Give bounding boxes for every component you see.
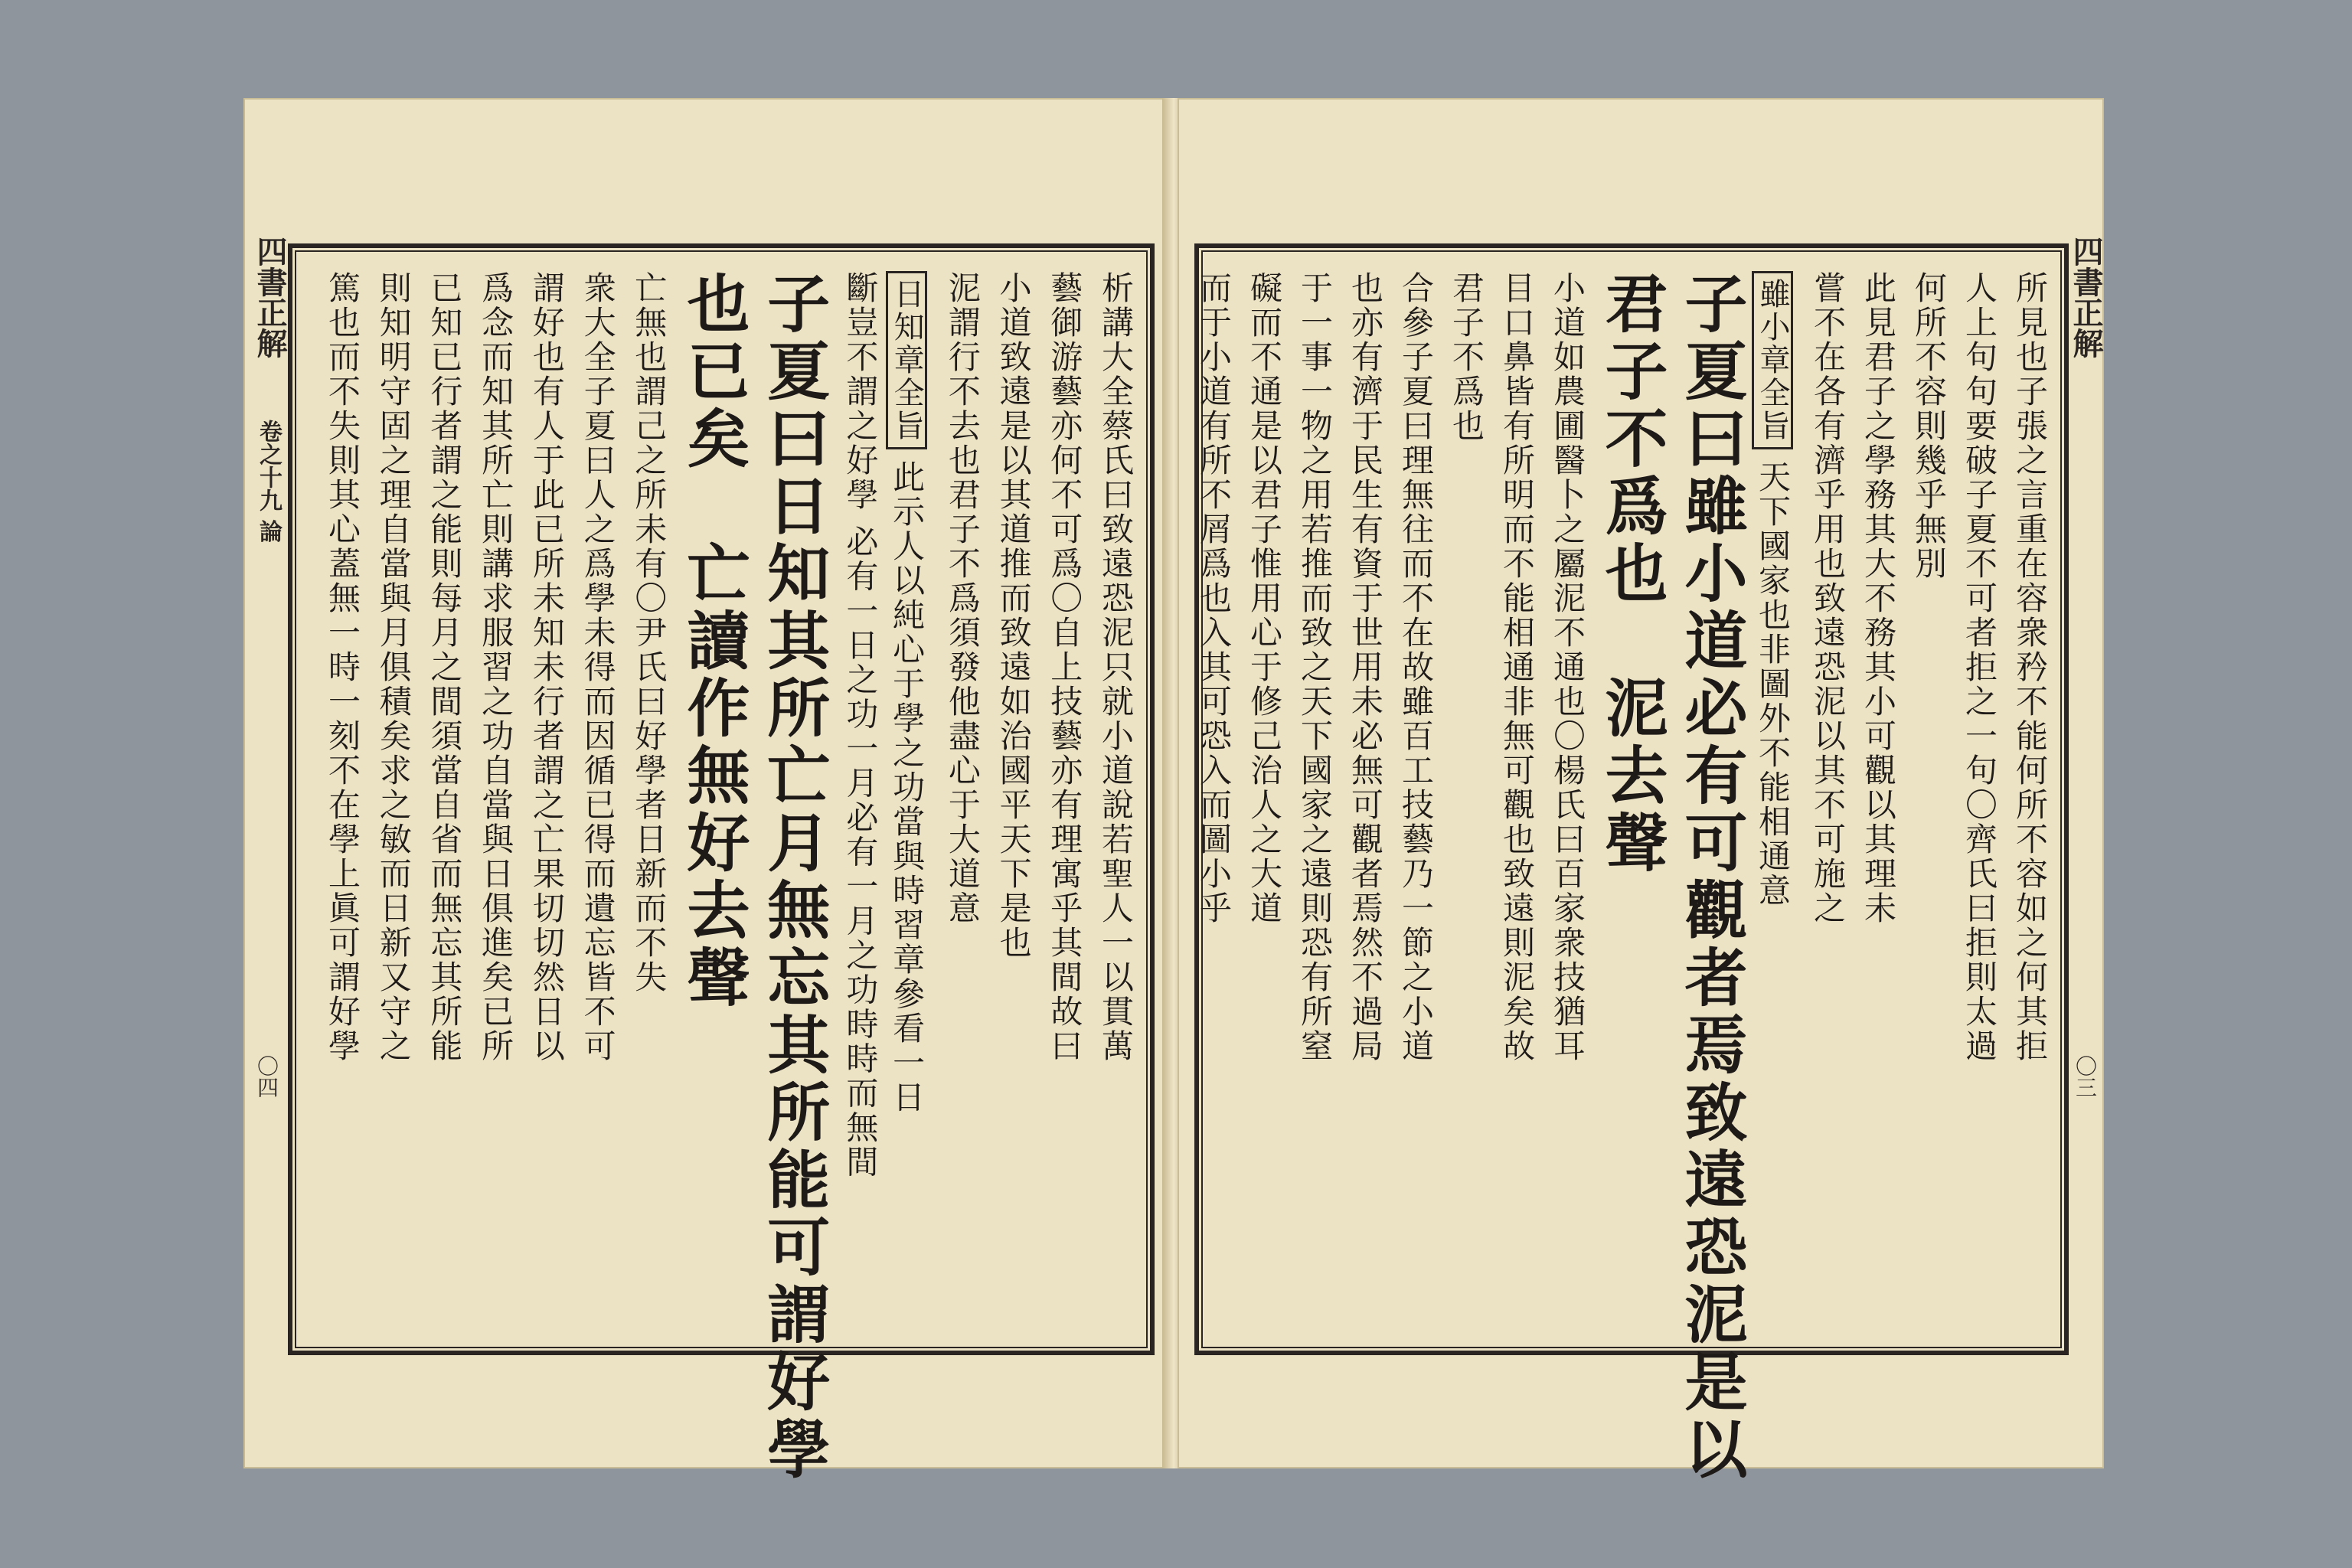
text-column: 已知已行者謂之能則每月之間須當自省而無忘其所能 [426,271,464,1063]
text-column: 篤也而不失則其心蓋無一時一刻不在學上眞可謂好學 [324,271,361,1063]
text-column: 何所不容則幾乎無別 [1910,271,1948,581]
text-column: 小道致遠是以其道推而致遠如治國平天下是也 [995,271,1033,960]
text-column: 所見也子張之言重在容衆矜不能何所不容如之何其拒 [2011,271,2049,1063]
right-page [1178,98,2104,1484]
chapter-tag: 日知章全旨 [886,271,927,449]
text-column [880,271,927,1115]
text-column: 亡無也謂己之所未有〇尹氏曰好學者日新而不失 [630,271,668,995]
chapter-tag: 雖小章全旨 [1752,271,1793,449]
text-column: 合參子夏曰理無往而不在故雖百工技藝乃一節之小道 [1397,271,1435,1063]
left-text-frame [288,243,1155,1484]
right-text-frame [1194,243,2069,1484]
text-column [1746,271,1793,908]
text-column: 藝御游藝亦何不可爲〇自上技藝亦有理寓乎其間故曰 [1046,271,1084,1063]
text-column: 斷豈不謂之好學 必有一日之功一月必有一月之功時時而無間 [841,271,880,1180]
right-leaf-number: 〇三 [2073,1055,2098,1098]
text-column: 于一事一物之用若推而致之天下國家之遠則恐有所窒 [1296,271,1334,1063]
text-column: 衆大全子夏曰人之爲學未得而因循已得而遺忘皆不可 [579,271,617,1063]
text-column: 礙而不通是以君子惟用心于修己治人之大道 [1246,271,1283,926]
left-margin-subtitle: 卷之十九 論 [255,420,282,543]
text-column: 則知明守固之理自當與月俱積矣求之敏而日新又守之 [374,271,413,1063]
left-leaf-number: 〇四 [254,1055,279,1098]
left-page [243,98,1170,1484]
right-margin-title: 四書正解 [2068,236,2104,358]
text-column: 也已矣 亡讀作無好去聲 [677,271,750,1012]
text-column: 君子不爲也 泥去聲 [1595,271,1668,877]
text-column: 析講大全蔡氏曰致遠恐泥只就小道說若聖人一以貫萬 [1097,271,1135,1063]
text-column: 嘗不在各有濟乎用也致遠恐泥以其不可施之 [1809,271,1847,926]
text-column: 目口鼻皆有所明而不能相通非無可觀也致遠則泥矣故 [1498,271,1536,1063]
text-column: 泥謂行不去也君子不爲須發他盡心于大道意 [943,271,982,926]
text-column: 此見君子之學務其大不務其小可觀以其理未 [1860,271,1897,926]
text-column: 而于小道有所不屑爲也入其可恐入而圖小乎 [1195,271,1233,926]
column-text: 天下國家也非圖外不能相通意 [1754,460,1792,908]
left-margin-title: 四書正解 [252,236,288,358]
text-column: 人上句句要破子夏不可者拒之一句〇齊氏曰拒則太過 [1961,271,1998,1063]
text-column: 謂好也有人于此已所未知未行者謂之亡果切切然日以 [528,271,566,1063]
open-book [243,98,2104,1484]
text-column: 子夏曰日知其所亡月無忘其所能可謂好學 [756,271,831,1484]
text-column: 小道如農圃醫卜之屬泥不通也〇楊氏曰百家衆技猶耳 [1549,271,1586,1063]
text-column: 君子不爲也 [1448,271,1485,443]
text-column: 也亦有濟于民生有資于世用未必無可觀者焉然不過局 [1347,271,1384,1063]
column-text: 此示人以純心于學之功當與時習章參看一日 [888,460,926,1115]
text-column: 子夏曰雖小道必有可觀者焉致遠恐泥是以 [1674,271,1748,1484]
text-column: 爲念而知其所亡則講求服習之功自當與日俱進矣已所 [477,271,515,1063]
